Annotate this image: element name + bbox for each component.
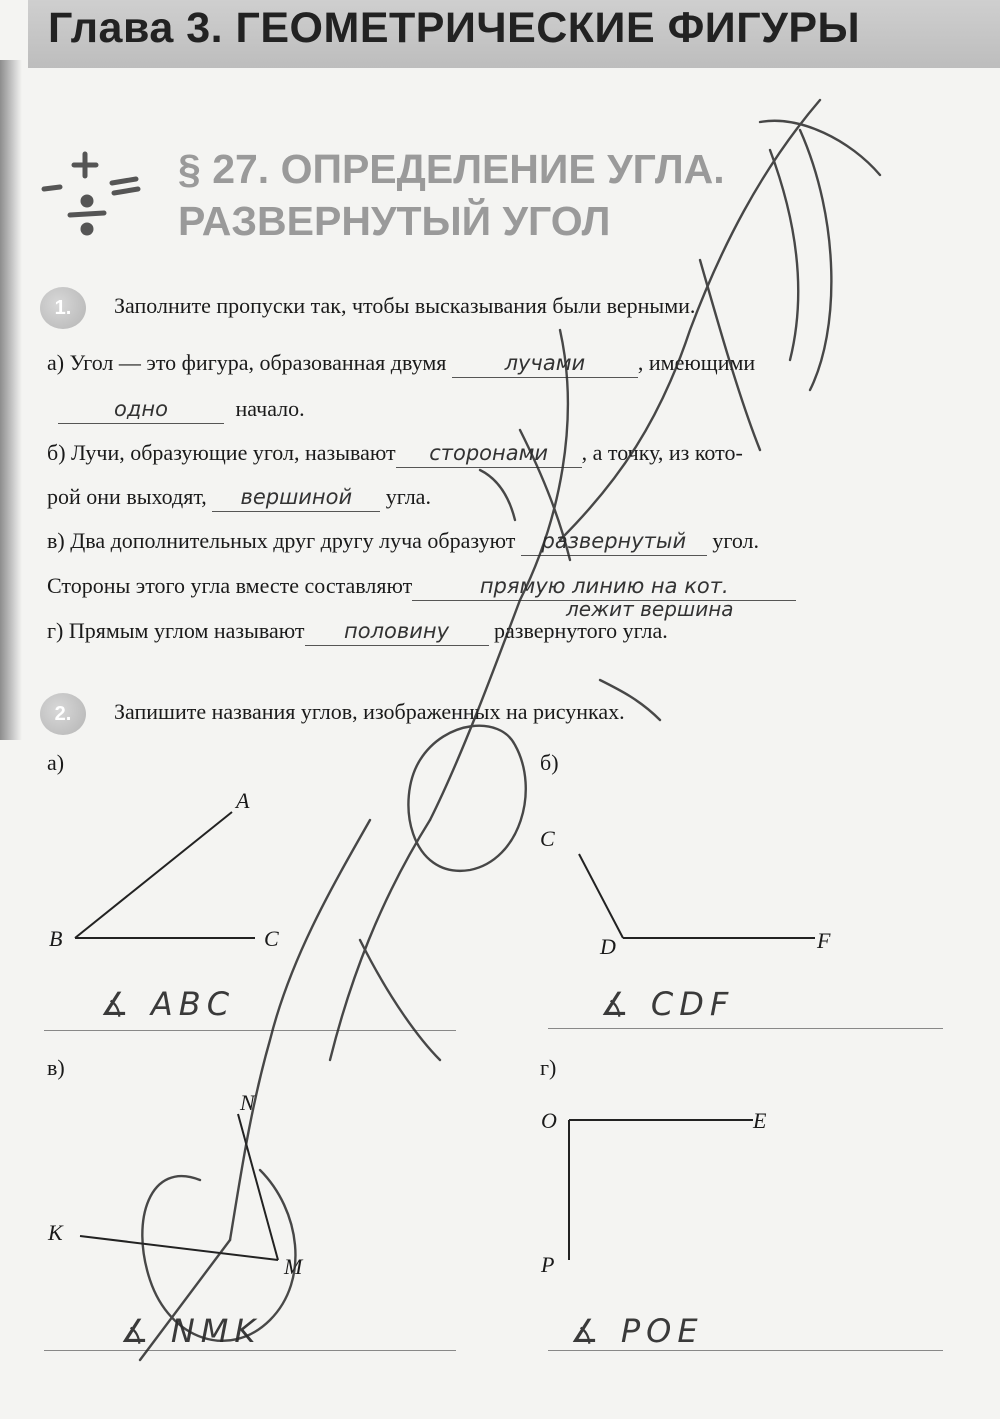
task-1a-text2: , имеющими <box>637 350 756 375</box>
point-n: N <box>240 1090 255 1115</box>
task-1g-blank1[interactable]: половину <box>305 621 489 646</box>
task-1v-text1: в) Два дополнительных друг другу луча образуют <box>47 528 516 553</box>
figure-b-answer: ∡ CDF <box>600 985 735 1023</box>
point-e: E <box>753 1108 767 1133</box>
section-title-line1: § 27. ОПРЕДЕЛЕНИЕ УГЛА. <box>178 146 725 192</box>
task-1b-text4: угла. <box>385 484 431 509</box>
section-title-line2: РАЗВЕРНУТЫЙ УГОЛ <box>178 198 611 244</box>
task-1g-text2: развернутого угла. <box>494 618 668 643</box>
figure-a-answer: ∡ ABC <box>100 985 236 1023</box>
task-1-instruction: Заполните пропуски так, чтобы высказывания были верными. <box>114 293 696 318</box>
task-1a-blank2[interactable]: одно <box>58 399 224 424</box>
task-1g-text1: г) Прямым углом называют <box>47 618 305 643</box>
figure-g-label: г) <box>540 1055 557 1080</box>
point-b: B <box>49 926 63 951</box>
task-2-badge: 2. <box>40 693 86 735</box>
point-m: M <box>284 1254 303 1279</box>
task-1v-blank1[interactable]: развернутый <box>521 531 707 556</box>
figure-v-label: в) <box>47 1055 65 1080</box>
figure-g-answer: ∡ POE <box>570 1312 704 1350</box>
task-1v-text3: Стороны этого угла вместе составляют <box>47 573 413 598</box>
task-1v-text2: угол. <box>712 528 760 553</box>
task-1a-blank1[interactable]: лучами <box>452 353 638 378</box>
task-1b-text2: , а точку, из кото- <box>581 440 743 465</box>
point-c: C <box>540 826 555 851</box>
task-1a-text1: а) Угол — это фигура, образованная двумя <box>47 350 447 375</box>
task-1b-text1: б) Лучи, образующие угол, называют <box>47 440 396 465</box>
task-1b-blank1[interactable]: сторонами <box>396 443 582 468</box>
task-1v-blank2-continuation: лежит вершина <box>566 597 734 621</box>
task-1-badge: 1. <box>40 287 86 329</box>
figure-a-label: а) <box>47 750 65 775</box>
point-c: C <box>264 926 279 951</box>
point-p: P <box>541 1252 555 1277</box>
figure-v-answer: ∡ NMK <box>120 1312 262 1350</box>
task-1v-blank2[interactable]: прямую линию на кот. <box>412 576 796 601</box>
task-2-instruction: Запишите названия углов, изображенных на рисунках. <box>114 699 625 724</box>
task-1b-text3: рой они выходят, <box>47 484 207 509</box>
chapter-title: Глава 3. ГЕОМЕТРИЧЕСКИЕ ФИГУРЫ <box>48 4 861 52</box>
point-f: F <box>817 928 831 953</box>
point-k: K <box>48 1220 63 1245</box>
figure-b-label: б) <box>540 750 559 775</box>
point-o: O <box>541 1108 557 1133</box>
task-1b-blank2[interactable]: вершиной <box>212 487 380 512</box>
point-d: D <box>600 934 616 959</box>
point-a: A <box>236 788 250 813</box>
task-1a-text3: начало. <box>235 396 305 421</box>
